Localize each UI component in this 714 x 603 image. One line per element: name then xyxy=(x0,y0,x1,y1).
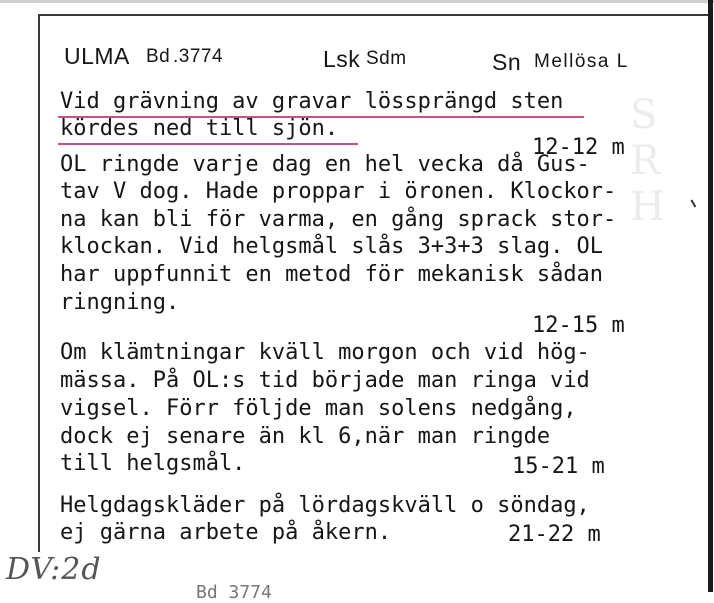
entry-2-line-5: har uppfunnit en metod för mekanisk sådan xyxy=(60,262,604,287)
entry-3-line-2: mässa. På OL:s tid började man ringa vid xyxy=(60,368,590,393)
entry-4-reference: 21-22 m xyxy=(508,522,601,547)
archive-code: ULMA xyxy=(64,43,130,69)
entry-1-line-2: kördes ned till sjön. xyxy=(60,116,339,141)
socken-label: Sn xyxy=(492,49,522,75)
entry-3-line-5: till helgsmål. xyxy=(60,451,246,476)
entry-4-line-2: ej gärna arbete på åkern. xyxy=(60,520,392,545)
entry-4-line-1: Helgdagskläder på lördagskväll o söndag, xyxy=(60,493,590,518)
entry-3-line-4: dock ej senare än kl 6,när man ringde xyxy=(60,424,551,449)
entry-1-reference: 12-12 m xyxy=(532,135,625,160)
record-number: .3774 xyxy=(173,46,224,67)
entry-1-underline-2 xyxy=(58,143,358,145)
entry-1-line-1: Vid grävning av gravar lössprängd sten xyxy=(60,89,564,114)
entry-2-line-6: ringning. xyxy=(60,290,180,315)
entry-2-line-1: OL ringde varje dag en hel vecka då Gus- xyxy=(60,152,590,177)
ghost-next-card-text: Bd 3774 xyxy=(196,582,272,603)
landskap-value: Sdm xyxy=(366,48,407,69)
entry-2-line-2: tav V dog. Hade proppar i öronen. Klockor- xyxy=(60,179,617,204)
scan-top-edge xyxy=(0,0,714,3)
entry-3-line-1: Om klämtningar kväll morgon och vid hög- xyxy=(60,340,590,365)
scan-right-edge xyxy=(708,0,713,592)
socken-value: Mellösa L xyxy=(534,51,629,72)
entry-3-line-3: vigsel. Förr följde man solens nedgång, xyxy=(60,396,577,421)
handwritten-signum: DV:2d xyxy=(6,552,102,587)
entry-2-line-3: na kan bli för varma, en gång sprack stor- xyxy=(60,207,617,232)
landskap-label: Lsk xyxy=(323,46,361,72)
bleed-through-text: S R H xyxy=(630,92,671,230)
entry-3-reference: 15-21 m xyxy=(512,454,605,479)
bd-label: Bd xyxy=(146,46,171,67)
entry-2-line-4: klockan. Vid helgsmål slås 3+3+3 slag. OL xyxy=(60,234,604,259)
entry-2-reference: 12-15 m xyxy=(532,313,625,338)
